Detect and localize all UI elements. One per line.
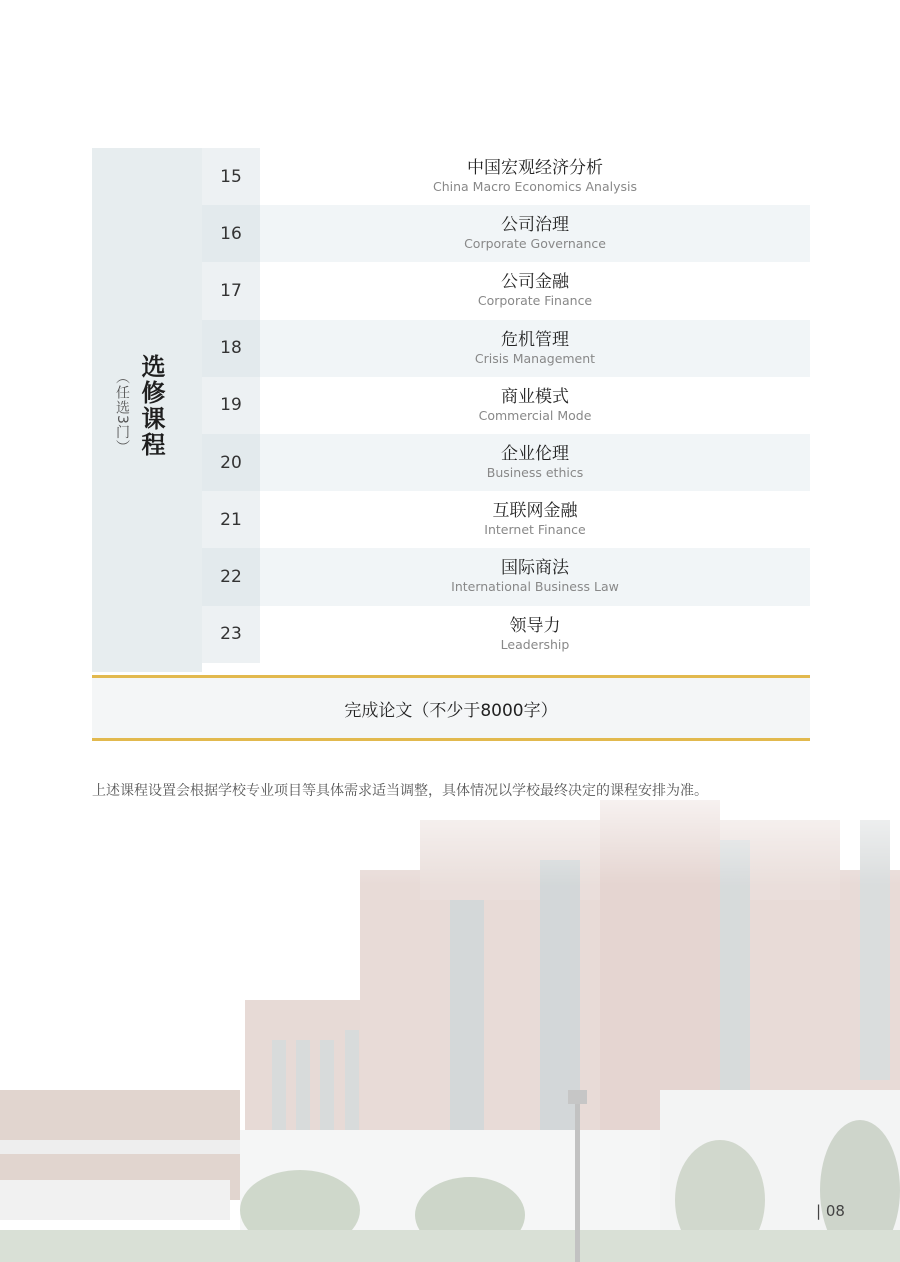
course-name-en: Commercial Mode (478, 407, 592, 423)
course-name-cell (260, 606, 810, 663)
course-name-cn: 危机管理 (501, 329, 569, 350)
course-number: 22 (202, 548, 260, 605)
category-note: （任选3门） (114, 370, 130, 455)
course-name-en: Leadership (500, 636, 570, 652)
table-row (202, 491, 810, 548)
course-name-cn: 公司治理 (501, 215, 569, 236)
course-name-cell (260, 548, 810, 605)
course-name-cn: 公司金融 (501, 272, 569, 293)
course-name-cell (260, 205, 810, 262)
table-row (202, 606, 810, 663)
category-cell (92, 148, 202, 672)
course-name-en: China Macro Economics Analysis (433, 179, 637, 195)
course-number: 20 (202, 434, 260, 491)
table-row (202, 434, 810, 491)
table-row (202, 377, 810, 434)
course-number: 16 (202, 205, 260, 262)
course-name-cn: 领导力 (509, 615, 561, 636)
course-number: 19 (202, 377, 260, 434)
course-name-cell (260, 148, 810, 205)
course-name-cn: 互联网金融 (492, 501, 578, 522)
course-name-cell (260, 491, 810, 548)
course-name-en: International Business Law (451, 579, 619, 595)
course-name-en: Business ethics (486, 465, 584, 481)
course-name-cell (260, 262, 810, 319)
course-name-en: Corporate Finance (477, 293, 593, 309)
table-row (202, 205, 810, 262)
campus-background-image (0, 760, 900, 1262)
thesis-requirement: 完成论文（不少于8000字） (92, 675, 810, 741)
course-name-en: Internet Finance (484, 522, 586, 538)
table-row (202, 262, 810, 319)
course-name-cn: 商业模式 (501, 386, 569, 407)
table-row (202, 148, 810, 205)
course-name-cell (260, 377, 810, 434)
elective-course-table (92, 148, 810, 741)
course-name-cn: 国际商法 (501, 558, 569, 579)
footnote: 上述课程设置会根据学校专业项目等具体需求适当调整，具体情况以学校最终决定的课程安排为准。 (92, 783, 708, 799)
course-number: 15 (202, 148, 260, 205)
course-name-cn: 企业伦理 (501, 444, 569, 465)
course-name-en: Corporate Governance (464, 236, 606, 252)
course-number: 23 (202, 606, 260, 663)
category-title: 选修课程 (137, 354, 165, 458)
table-row (202, 548, 810, 605)
table-row (202, 320, 810, 377)
course-number: 21 (202, 491, 260, 548)
course-number: 18 (202, 320, 260, 377)
course-rows (202, 148, 810, 672)
course-number: 17 (202, 262, 260, 319)
page-number: | 08 (816, 1202, 845, 1220)
course-name-cn: 中国宏观经济分析 (467, 158, 603, 179)
course-name-en: Crisis Management (474, 350, 596, 366)
course-name-cell (260, 320, 810, 377)
course-name-cell (260, 434, 810, 491)
